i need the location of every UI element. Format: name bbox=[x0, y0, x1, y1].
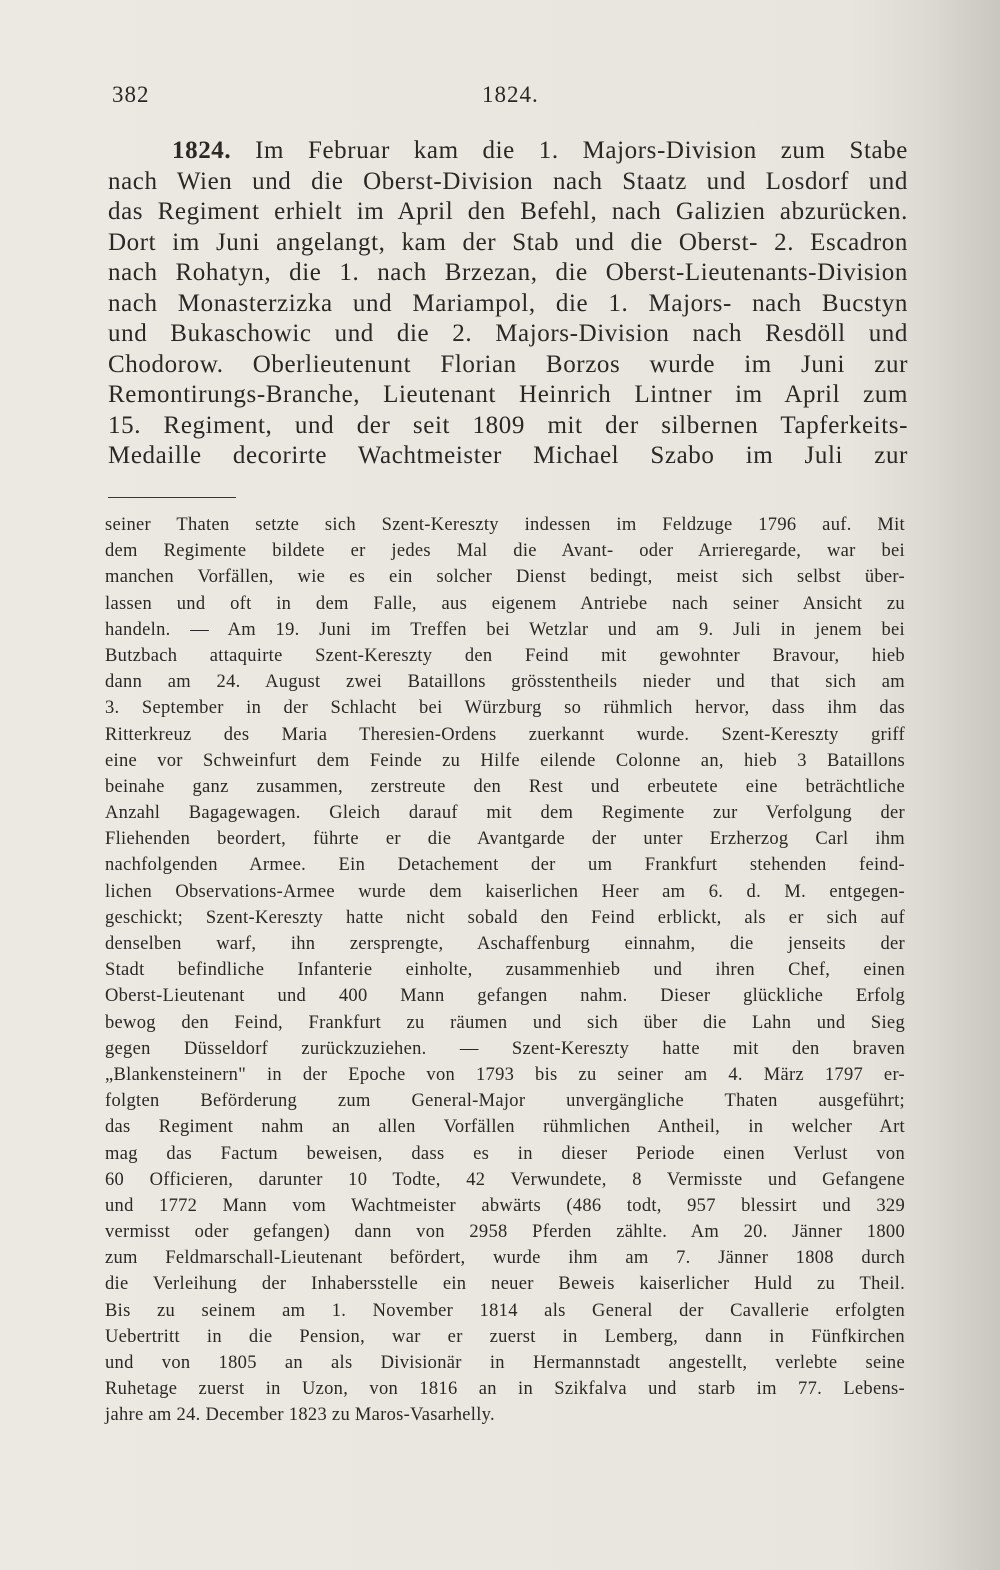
footnote-line: Uebertritt in die Pension, war er zuerst in Lemberg, dann in Fünfkirchen bbox=[105, 1326, 905, 1347]
footnote-line: 3. September in der Schlacht bei Würzburg so rühmlich hervor, dass ihm das bbox=[105, 698, 905, 719]
year-lead: 1824. bbox=[172, 137, 232, 164]
footnote-line: jahre am 24. December 1823 zu Maros-Vasarhelly. bbox=[105, 1405, 495, 1426]
main-line: Dort im Juni angelangt, kam der Stab und die Oberst- 2. Escadron bbox=[108, 228, 908, 256]
footnote-line: lichen Observations-Armee wurde dem kaiserlichen Heer am 6. d. M. entgegen- bbox=[105, 881, 905, 902]
main-line: nach Rohatyn, die 1. nach Brzezan, die Oberst-Lieutenants-Division bbox=[108, 259, 908, 286]
footnote-line: Oberst-Lieutenant und 400 Mann gefangen nahm. Dieser glückliche Erfolg bbox=[105, 986, 905, 1007]
main-line: und Bukaschowic und die 2. Majors-Division nach Resdöll und bbox=[108, 320, 908, 347]
footnote-line: eine vor Schweinfurt dem Feinde zu Hilfe eilende Colonne an, hieb 3 Bataillons bbox=[105, 750, 905, 771]
footnote-line: beinahe ganz zusammen, zerstreute den Rest und erbeutete eine beträchtliche bbox=[105, 776, 905, 797]
footnote-line: denselben warf, ihn zersprengte, Aschaffenburg einnahm, die jenseits der bbox=[105, 934, 905, 954]
footnote bbox=[105, 512, 905, 1429]
main-line: Chodorow. Oberlieutenunt Florian Borzos wurde im Juni zur bbox=[108, 350, 908, 378]
footnote-line: seiner Thaten setzte sich Szent-Kereszty indessen im Feldzuge 1796 auf. Mit bbox=[105, 515, 905, 535]
main-line: nach Monasterzizka und Mariampol, die 1. Majors- nach Bucstyn bbox=[108, 289, 908, 317]
footnote-line: manchen Vorfällen, wie es ein solcher Dienst bedingt, meist sich selbst über- bbox=[105, 567, 905, 588]
page-number: 382 bbox=[112, 82, 150, 107]
footnote-line: handeln. — Am 19. Juni im Treffen bei Wetzlar und am 9. Juli in jenem bei bbox=[105, 619, 905, 640]
footnote-line: lassen und oft in dem Falle, aus eigenem Antriebe nach seiner Ansicht zu bbox=[105, 593, 905, 614]
main-line: Medaille decorirte Wachtmeister Michael Szabo im Juli zur bbox=[108, 442, 908, 469]
footnote-line: gegen Düsseldorf zurückzuziehen. — Szent-Kereszty hatte mit den braven bbox=[105, 1038, 905, 1059]
main-line: 15. Regiment, und der seit 1809 mit der silbernen Tapferkeits- bbox=[108, 411, 908, 439]
footnote-line: Bis zu seinem am 1. November 1814 als General der Cavallerie erfolgten bbox=[105, 1300, 905, 1321]
footnote-line: folgten Beförderung zum General-Major unvergängliche Thaten ausgeführt; bbox=[105, 1091, 905, 1112]
main-paragraph bbox=[108, 136, 908, 472]
footnote-line: 60 Officieren, darunter 10 Todte, 42 Verwundete, 8 Vermisste und Gefangene bbox=[105, 1169, 905, 1190]
footnote-line: nachfolgenden Armee. Ein Detachement der um Frankfurt stehenden feind- bbox=[105, 855, 905, 876]
footnote-line: vermisst oder gefangen) dann von 2958 Pferden zählte. Am 20. Jänner 1800 bbox=[105, 1222, 905, 1243]
footnote-line: die Verleihung der Inhabersstelle ein neuer Beweis kaiserlicher Huld zu Theil. bbox=[105, 1274, 905, 1295]
footnote-line: dann am 24. August zwei Bataillons grösstentheils nieder und that sich am bbox=[105, 672, 905, 693]
footnote-line: und von 1805 an als Divisionär in Hermannstadt angestellt, verlebte seine bbox=[105, 1353, 905, 1373]
footnote-line: Fliehenden beordert, führte er die Avantgarde der unter Erzherzog Carl ihm bbox=[105, 829, 905, 850]
footnote-line: „Blankensteinern" in der Epoche von 1793 bis zu seiner am 4. März 1797 er- bbox=[105, 1064, 905, 1085]
main-line: das Regiment erhielt im April den Befehl, nach Galizien abzurücken. bbox=[108, 198, 908, 225]
page-header bbox=[0, 82, 1000, 122]
main-line: nach Wien und die Oberst-Division nach Staatz und Losdorf und bbox=[108, 167, 908, 195]
footnote-line: und 1772 Mann vom Wachtmeister abwärts (486 todt, 957 blessirt und 329 bbox=[105, 1195, 905, 1216]
main-line: Remontirungs-Branche, Lieutenant Heinrich Lintner im April zum bbox=[108, 381, 908, 408]
main-line bbox=[108, 136, 908, 167]
footnote-line: zum Feldmarschall-Lieutenant befördert, wurde ihm am 7. Jänner 1808 durch bbox=[105, 1248, 905, 1269]
footnote-line: Anzahl Bagagewagen. Gleich darauf mit dem Regimente zur Verfolgung der bbox=[105, 803, 905, 824]
footnote-line: mag das Factum beweisen, dass es in dieser Periode einen Verlust von bbox=[105, 1143, 905, 1164]
footnote-line: das Regiment nahm an allen Vorfällen rühmlichen Antheil, in welcher Art bbox=[105, 1117, 905, 1138]
footnote-line: Ritterkreuz des Maria Theresien-Ordens zuerkannt wurde. Szent-Kereszty griff bbox=[105, 724, 905, 745]
footnote-line: geschickt; Szent-Kereszty hatte nicht sobald den Feind erblickt, als er sich auf bbox=[105, 907, 905, 928]
running-head: 1824. bbox=[482, 82, 539, 107]
footnote-separator bbox=[108, 497, 236, 498]
footnote-line: Stadt befindliche Infanterie einholte, zusammenhieb und ihren Chef, einen bbox=[105, 960, 905, 981]
footnote-line: dem Regimente bildete er jedes Mal die Avant- oder Arrieregarde, war bei bbox=[105, 541, 905, 562]
footnote-line: Butzbach attaquirte Szent-Kereszty den Feind mit gewohnter Bravour, hieb bbox=[105, 645, 905, 666]
footnote-line: Ruhetage zuerst in Uzon, von 1816 an in Szikfalva und starb im 77. Lebens- bbox=[105, 1379, 905, 1400]
main-line-text: Im Februar kam die 1. Majors-Division zum Stabe bbox=[231, 137, 908, 164]
footnote-line: bewog den Feind, Frankfurt zu räumen und sich über die Lahn und Sieg bbox=[105, 1012, 905, 1033]
